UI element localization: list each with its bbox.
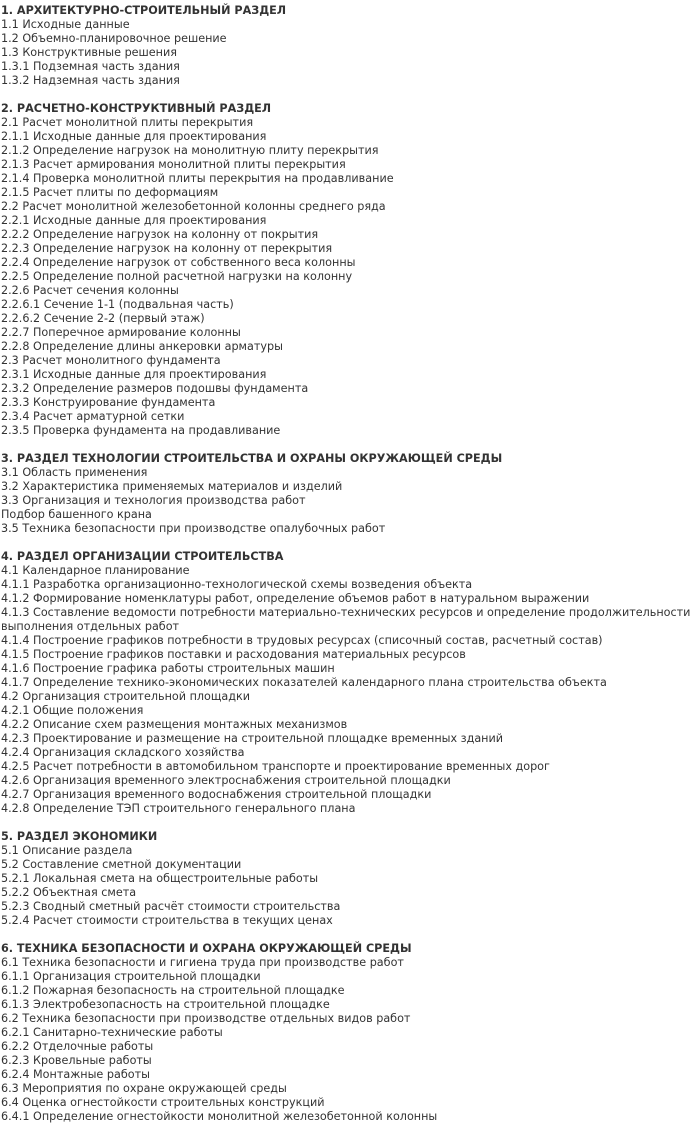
toc-item: 6.2 Техника безопасности при производстве отдельных видов работ: [1, 1012, 411, 1025]
toc-item: 2.2.8 Определение длины анкеровки арматуры: [1, 340, 283, 353]
toc-item: 1.2 Объемно-планировочное решение: [1, 32, 227, 45]
toc-item: 6.1.3 Электробезопасность на строительной площадке: [1, 998, 330, 1011]
toc-item: 4.2.6 Организация временного электроснабжения строительной площадки: [1, 774, 451, 787]
toc-item: 2.3 Расчет монолитного фундамента: [1, 354, 221, 367]
toc-item: 6.4.1 Определение огнестойкости монолитной железобетонной колонны: [1, 1110, 438, 1123]
toc-item: 6.2.3 Кровельные работы: [1, 1054, 152, 1067]
toc-item: 2.3.2 Определение размеров подошвы фундамента: [1, 382, 309, 395]
toc-item: 5.2.4 Расчет стоимости строительства в текущих ценах: [1, 914, 333, 927]
toc-item: 4.2.1 Общие положения: [1, 704, 144, 717]
toc-item: 2.2.5 Определение полной расчетной нагрузки на колонну: [1, 270, 353, 283]
section-heading: 5. РАЗДЕЛ ЭКОНОМИКИ: [1, 830, 158, 843]
toc-item: 6.2.4 Монтажные работы: [1, 1068, 150, 1081]
toc-item: 2.2.6 Расчет сечения колонны: [1, 284, 179, 297]
toc-item: 5.2.1 Локальная смета на общестроительные работы: [1, 872, 319, 885]
toc-item: 6.2.1 Санитарно-технические работы: [1, 1026, 223, 1039]
toc-item: 4.1.1 Разработка организационно-технологической схемы возведения объекта: [1, 578, 473, 591]
toc-section: [1, 4, 700, 88]
toc-item: 5.2.2 Объектная смета: [1, 886, 137, 899]
toc-item: 4.2.2 Описание схем размещения монтажных механизмов: [1, 718, 348, 731]
section-heading: 3. РАЗДЕЛ ТЕХНОЛОГИИ СТРОИТЕЛЬСТВА И ОХРАНЫ ОКРУЖАЮЩЕЙ СРЕДЫ: [1, 452, 503, 465]
toc-item: 4.2.7 Организация временного водоснабжения строительной площадки: [1, 788, 432, 801]
toc-item: 4.1.6 Построение графика работы строительных машин: [1, 662, 335, 675]
section-heading: 6. ТЕХНИКА БЕЗОПАСНОСТИ И ОХРАНА ОКРУЖАЮЩЕЙ СРЕДЫ: [1, 942, 412, 955]
toc-item: 5.1 Описание раздела: [1, 844, 133, 857]
toc-item: 4.2.4 Организация складского хозяйства: [1, 746, 245, 759]
toc-item: 1.3 Конструктивные решения: [1, 46, 177, 59]
toc-item: 6.4 Оценка огнестойкости строительных конструкций: [1, 1096, 325, 1109]
toc-item: 2.3.3 Конструирование фундамента: [1, 396, 216, 409]
toc-item: 2.1.3 Расчет армирования монолитной плиты перекрытия: [1, 158, 346, 171]
toc-item: 2.2 Расчет монолитной железобетонной колонны среднего ряда: [1, 200, 386, 213]
toc-item: 2.2.6.1 Сечение 1-1 (подвальная часть): [1, 298, 234, 311]
toc-item: 3.5 Техника безопасности при производстве опалубочных работ: [1, 522, 386, 535]
toc-item: 4.1.5 Построение графиков поставки и расходования материальных ресурсов: [1, 648, 466, 661]
toc-item: 6.1.1 Организация строительной площадки: [1, 970, 261, 983]
toc-item: 2.1.5 Расчет плиты по деформациям: [1, 186, 219, 199]
toc-item: 4.1.3 Составление ведомости потребности материально-технических ресурсов и определение продолжительности выполнения отдельных работ: [1, 606, 691, 633]
toc-item: Подбор башенного крана: [1, 508, 152, 521]
toc-item: 2.2.3 Определение нагрузок на колонну от перекрытия: [1, 242, 333, 255]
toc-item: 4.1.2 Формирование номенклатуры работ, определение объемов работ в натуральном выражении: [1, 592, 590, 605]
toc-item: 5.2.3 Сводный сметный расчёт стоимости строительства: [1, 900, 341, 913]
toc-item: 4.1 Календарное планирование: [1, 564, 190, 577]
toc-item: 3.1 Область применения: [1, 466, 148, 479]
section-heading: 2. РАСЧЕТНО-КОНСТРУКТИВНЫЙ РАЗДЕЛ: [1, 102, 272, 115]
toc-item: 2.2.6.2 Сечение 2-2 (первый этаж): [1, 312, 205, 325]
toc-item: 2.1.2 Определение нагрузок на монолитную плиту перекрытия: [1, 144, 379, 157]
toc-item: 2.1 Расчет монолитной плиты перекрытия: [1, 116, 254, 129]
toc-item: 2.2.4 Определение нагрузок от собственного веса колонны: [1, 256, 356, 269]
section-heading: 4. РАЗДЕЛ ОРГАНИЗАЦИИ СТРОИТЕЛЬСТВА: [1, 550, 284, 563]
toc-item: 2.3.4 Расчет арматурной сетки: [1, 410, 185, 423]
toc-item: 4.2.8 Определение ТЭП строительного генерального плана: [1, 802, 356, 815]
toc-section: [1, 452, 700, 536]
toc-section: [1, 830, 700, 928]
toc-item: 6.1.2 Пожарная безопасность на строительной площадке: [1, 984, 345, 997]
toc-section: [1, 550, 700, 816]
toc-item: 4.2.3 Проектирование и размещение на строительной площадке временных зданий: [1, 732, 504, 745]
toc-item: 4.2.5 Расчет потребности в автомобильном транспорте и проектирование временных дорог: [1, 760, 550, 773]
toc-item: 1.1 Исходные данные: [1, 18, 130, 31]
toc-item: 2.3.5 Проверка фундамента на продавливание: [1, 424, 281, 437]
section-heading: 1. АРХИТЕКТУРНО-СТРОИТЕЛЬНЫЙ РАЗДЕЛ: [1, 4, 287, 17]
toc-item: 1.3.2 Надземная часть здания: [1, 74, 180, 87]
toc-item: 5.2 Составление сметной документации: [1, 858, 242, 871]
toc-item: 6.3 Мероприятия по охране окружающей среды: [1, 1082, 287, 1095]
toc-item: 1.3.1 Подземная часть здания: [1, 60, 180, 73]
toc-item: 4.1.7 Определение технико-экономических показателей календарного плана строительства объекта: [1, 676, 607, 689]
toc-item: 2.2.2 Определение нагрузок на колонну от покрытия: [1, 228, 319, 241]
toc-section: [1, 102, 700, 438]
toc-item: 4.1.4 Построение графиков потребности в трудовых ресурсах (списочный состав, расчетный состав): [1, 634, 603, 647]
toc-item: 3.2 Характеристика применяемых материалов и изделий: [1, 480, 343, 493]
toc-item: 3.3 Организация и технология производства работ: [1, 494, 306, 507]
toc-item: 6.1 Техника безопасности и гигиена труда при производстве работ: [1, 956, 404, 969]
toc-item: 2.2.1 Исходные данные для проектирования: [1, 214, 267, 227]
toc-item: 4.2 Организация строительной площадки: [1, 690, 251, 703]
toc-item: 2.1.4 Проверка монолитной плиты перекрытия на продавливание: [1, 172, 394, 185]
toc-section: [1, 942, 700, 1124]
toc-item: 2.2.7 Поперечное армирование колонны: [1, 326, 241, 339]
toc-item: 2.1.1 Исходные данные для проектирования: [1, 130, 267, 143]
toc-item: 2.3.1 Исходные данные для проектирования: [1, 368, 267, 381]
toc-item: 6.2.2 Отделочные работы: [1, 1040, 154, 1053]
